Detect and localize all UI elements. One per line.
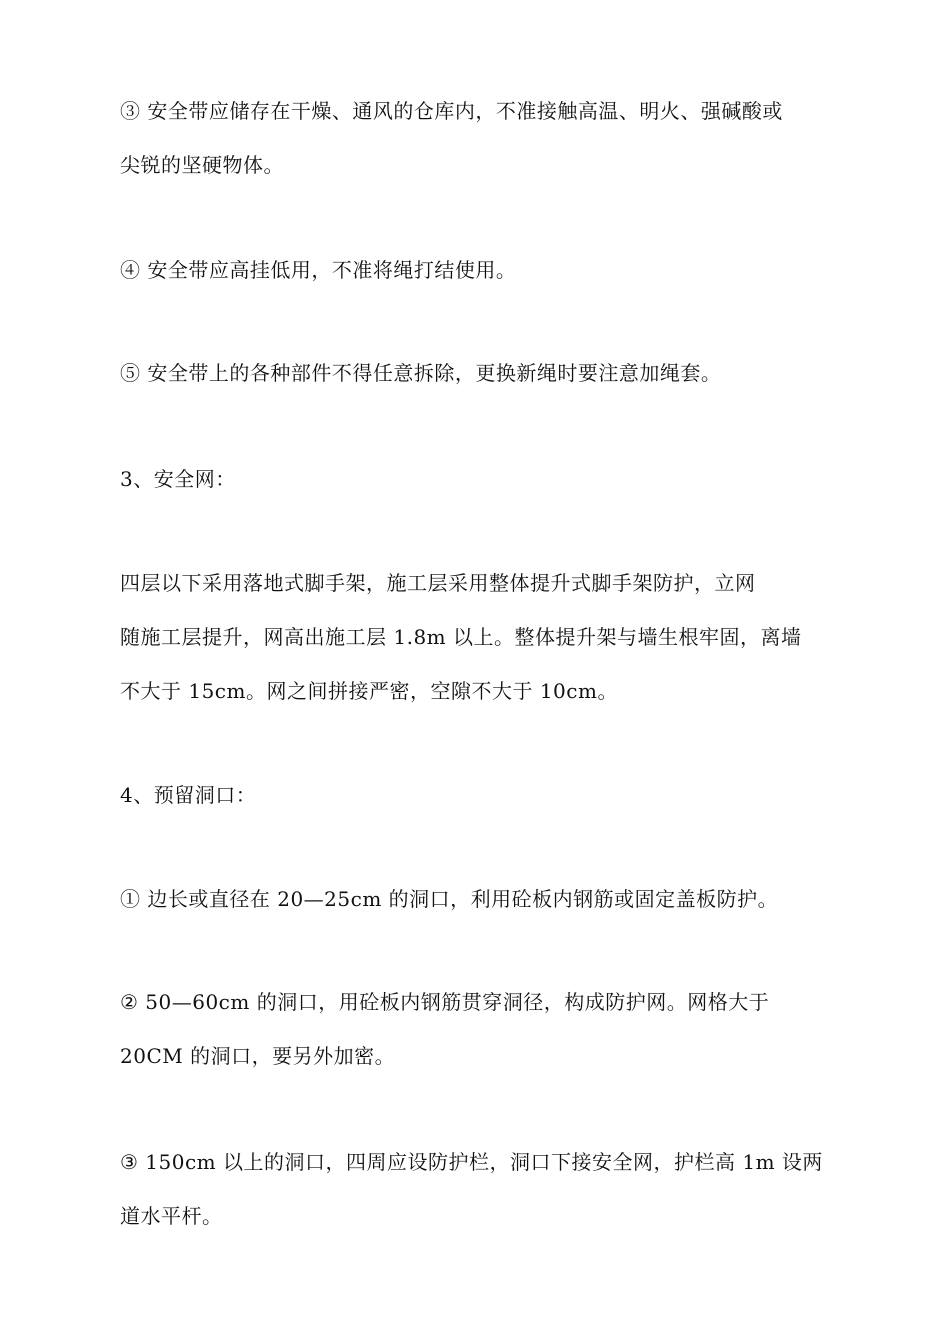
paragraph-safety-net-details <box>120 556 830 718</box>
paragraph-opening-small <box>120 872 830 926</box>
text-line: 3、安全网： <box>120 467 236 491</box>
text-line: ① 边长或直径在 20—25cm 的洞口，利用砼板内钢筋或固定盖板防护。 <box>120 887 779 911</box>
paragraph-safety-belt-storage <box>120 84 830 192</box>
text-line: ② 50—60cm 的洞口，用砼板内钢筋贯穿洞径，构成防护网。网格大于 <box>120 990 770 1014</box>
text-line: 不大于 15cm。网之间拼接严密，空隙不大于 10cm。 <box>120 679 618 703</box>
text-line: 四层以下采用落地式脚手架，施工层采用整体提升式脚手架防护，立网 <box>120 571 756 595</box>
text-line: ③ 150cm 以上的洞口，四周应设防护栏，洞口下接安全网，护栏高 1m 设两 <box>120 1150 823 1174</box>
text-line: ③ 安全带应储存在干燥、通风的仓库内，不准接触高温、明火、强碱酸或 <box>120 99 783 123</box>
paragraph-safety-belt-hang-high <box>120 243 830 297</box>
paragraph-opening-medium <box>120 975 830 1083</box>
text-line: 道水平杆。 <box>120 1204 223 1228</box>
text-line: 4、预留洞口： <box>120 783 257 807</box>
section-heading-reserved-openings <box>120 768 830 822</box>
paragraph-opening-large <box>120 1135 830 1243</box>
text-line: ⑤ 安全带上的各种部件不得任意拆除，更换新绳时要注意加绳套。 <box>120 361 722 385</box>
paragraph-safety-belt-parts <box>120 346 830 400</box>
text-line: 尖锐的坚硬物体。 <box>120 153 284 177</box>
section-heading-safety-net <box>120 452 830 506</box>
text-line: 随施工层提升，网高出施工层 1.8m 以上。整体提升架与墙生根牢固，离墙 <box>120 625 802 649</box>
text-line: ④ 安全带应高挂低用，不准将绳打结使用。 <box>120 258 517 282</box>
text-line: 20CM 的洞口，要另外加密。 <box>120 1044 396 1068</box>
